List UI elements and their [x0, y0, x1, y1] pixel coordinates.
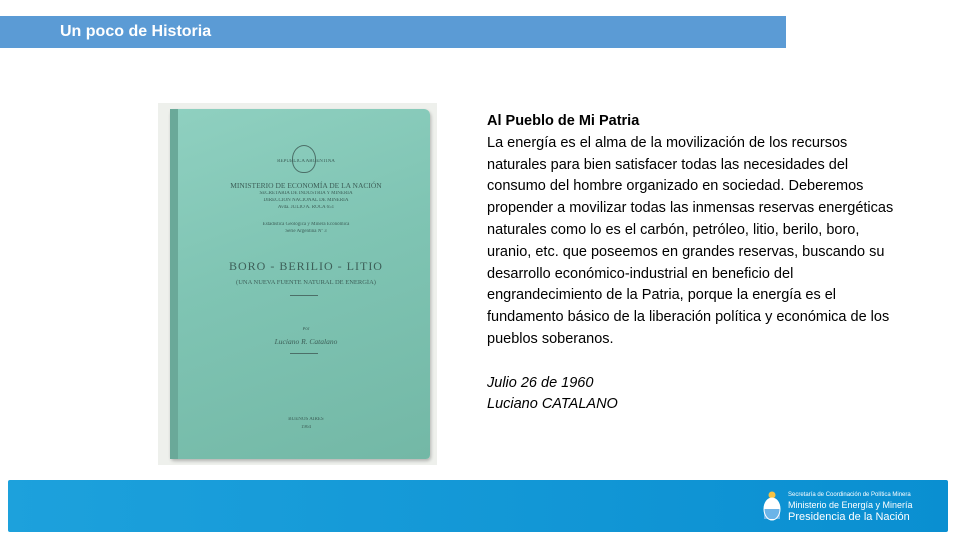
cover-by: Por [302, 327, 310, 332]
book-spine [170, 109, 178, 459]
cover-rule-1 [290, 295, 318, 296]
ministry-logo [762, 490, 912, 526]
title-bar [0, 16, 786, 48]
cover-subtitle: (UNA NUEVA FUENTE NATURAL DE ENERGÍA) [236, 279, 376, 286]
cover-year: 1964 [301, 425, 311, 430]
argentina-coat-of-arms-icon [762, 490, 782, 522]
quote-heading: Al Pueblo de Mi Patria [487, 113, 640, 129]
cover-republic: REPÚBLICA ARGENTINA [277, 159, 335, 164]
logo-presidency: Presidencia de la Nación [788, 511, 910, 523]
page-title: Un poco de Historia [60, 23, 212, 40]
cover-title: BORO - BERILIO - LITIO [229, 259, 383, 273]
book-cover [170, 109, 430, 459]
cover-series-sub: Serie Argentina Nº 3 [285, 229, 327, 234]
cover-city: BUENOS AIRES [288, 417, 324, 422]
quote-signature: Luciano CATALANO [487, 396, 618, 413]
cover-secretariat: SECRETARÍA DE INDUSTRIA Y MINERÍA [259, 191, 353, 196]
logo-secretariat: Secretaría de Coordinación de Política Minera [788, 492, 911, 498]
quote-paragraph: La energía es el alma de la movilización de los recursos naturales para bien satisfacer todas las necesidades del consumo del hombre organizado en sociedad. Deberemos propender a movilizar todas las inmensas reservas energéticas naturales como lo es el carbón, petróleo, litio, berilo, boro, uranio, etc. que poseemos en grandes reservas, buscando su desarrollo económico-industrial en beneficio del engrandecimiento de la Patria, porque la energía es el fundamento básico de la liberación política y económica de los pueblos soberanos. [487, 134, 894, 347]
quote-date: Julio 26 de 1960 [487, 374, 594, 391]
logo-ministry: Ministerio de Energía y Minería [788, 500, 913, 510]
cover-series: Estadística Geológica y Minera Económica [262, 222, 350, 227]
book-photo [158, 103, 437, 465]
cover-rule-2 [290, 353, 318, 354]
cover-ministry: MINISTERIO DE ECONOMÍA DE LA NACIÓN [230, 181, 382, 190]
quote-block [487, 111, 907, 416]
cover-direction: DIRECCIÓN NACIONAL DE MINERÍA [263, 198, 349, 203]
cover-address: Avda. JULIO A. ROCA 651 [277, 205, 335, 210]
cover-author: Luciano R. Catalano [274, 337, 338, 346]
